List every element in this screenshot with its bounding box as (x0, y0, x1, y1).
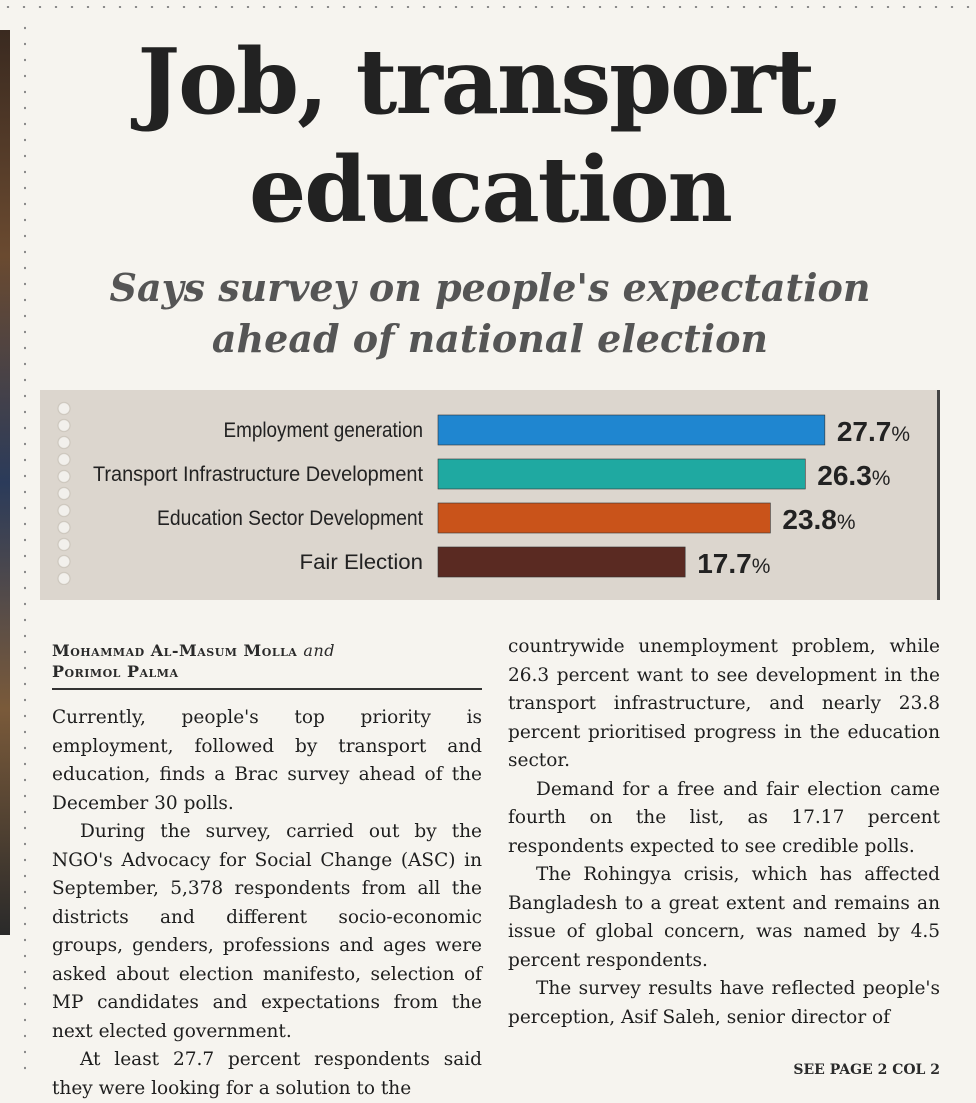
left-photo-strip (0, 30, 10, 935)
bar-value-label (782, 504, 855, 535)
bar-label: Education Sector Development (157, 507, 424, 530)
paragraph: The Rohingya crisis, which has affected Bangladesh to a great extent and remains an issue of global concern, was named by 4.5 percent respondents. (508, 864, 940, 971)
headline-line-2: education (249, 137, 731, 243)
bar-label: Transport Infrastructure Development (93, 463, 424, 486)
bar (438, 415, 825, 445)
article-column-2 (508, 633, 940, 1032)
byline (52, 640, 472, 682)
paragraph: The survey results have reflected people's perception, Asif Saleh, senior director of (508, 978, 940, 1028)
paragraph: countrywide unemployment problem, while 26.3 percent want to see development in the transport infrastructure, and nearly 23.8 percent prioritised progress in the education sector. (508, 636, 940, 771)
bar-label: Employment generation (223, 419, 423, 442)
paragraph: Currently, people's top priority is employment, followed by transport and education, finds a Brac survey ahead of the December 30 polls. (52, 707, 482, 814)
author-2: Porimol Palma (52, 662, 179, 681)
bar-value-number: 17.7 (697, 548, 752, 579)
bar (438, 503, 770, 533)
byline-connector: and (303, 641, 336, 660)
bar-value-unit: % (751, 555, 771, 578)
bar-chart-svg (40, 390, 940, 600)
author-1: Mohammad Al-Masum Molla (52, 641, 298, 660)
top-dotted-border (0, 6, 976, 8)
paragraph: During the survey, carried out by the NGO's Advocacy for Social Change (ASC) in September, 5,378 respondents from all the districts and different socio-economic groups, genders, professions and ages were asked about election manifesto, selection of MP candidates and expectations from the next elected government. (52, 821, 482, 1042)
left-dotted-border (24, 20, 26, 1080)
subheadline-line-2: ahead of national election (211, 316, 769, 361)
paragraph: Demand for a free and fair election came fourth on the list, as 17.17 percent respondents expected to see credible polls. (508, 778, 940, 857)
bar-value-label (697, 548, 770, 579)
bar-value-unit: % (871, 467, 891, 490)
bar-value-unit: % (891, 423, 911, 446)
survey-chart (40, 390, 940, 600)
bar-value-number: 23.8 (782, 504, 837, 535)
bar (438, 547, 685, 577)
byline-rule (52, 688, 482, 690)
headline-line-1: Job, transport, (137, 29, 843, 135)
article-column-1 (52, 704, 482, 1103)
subheadline (40, 262, 940, 364)
bar-value-number: 26.3 (817, 460, 872, 491)
headline (40, 28, 940, 244)
bar-value-label (817, 460, 890, 491)
bar-value-label (837, 416, 910, 447)
subheadline-line-1: Says survey on people's expectation (109, 265, 871, 310)
paragraph: At least 27.7 percent respondents said they were looking for a solution to the (52, 1049, 482, 1099)
bar (438, 459, 805, 489)
bar-label: Fair Election (299, 551, 423, 574)
bar-value-number: 27.7 (836, 416, 892, 447)
continuation-note[interactable]: SEE PAGE 2 COL 2 (793, 1062, 940, 1078)
bar-value-unit: % (836, 511, 856, 534)
